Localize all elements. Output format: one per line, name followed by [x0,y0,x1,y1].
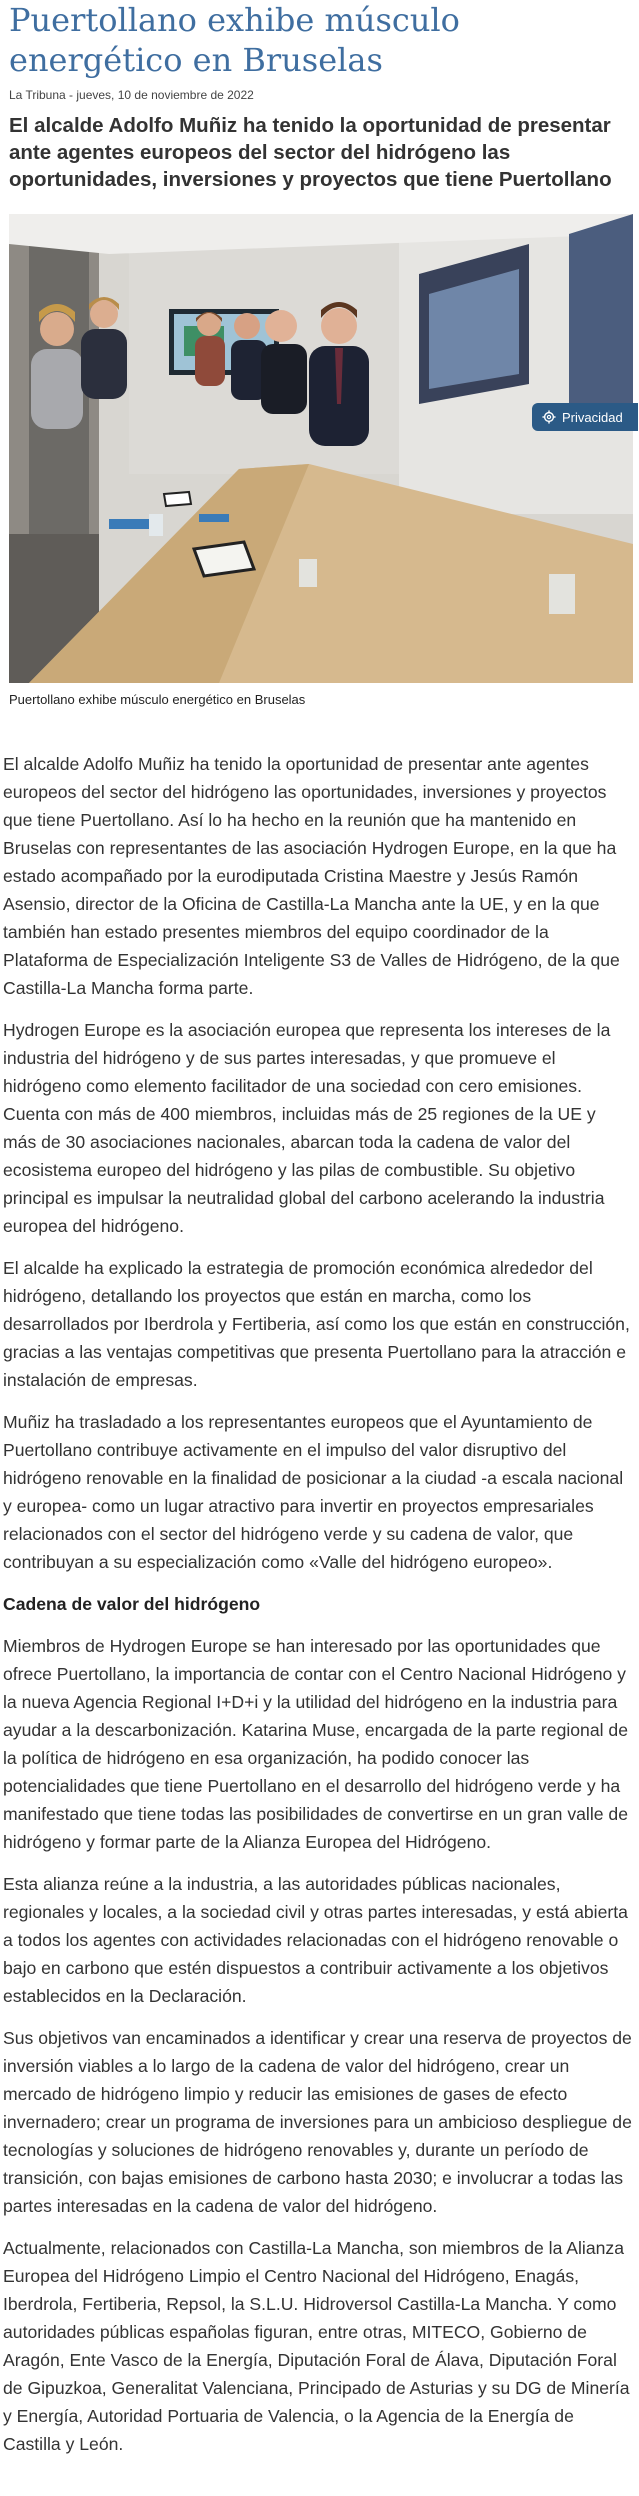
body-paragraph: Sus objetivos van encaminados a identificar y crear una reserva de proyectos de inversión viables a lo largo de la cadena de valor del hidrógeno, crear un mercado de hidrógeno limpio y reducir las emisiones de gases de efecto invernadero; crear un programa de inversiones para un ambicioso despliegue de tecnologías y soluciones de hidrógeno renovables y, durante un período de transición, con bajas emisiones de carbono hasta 2030; e involucrar a todas las partes interesadas en la cadena de valor del hidrógeno. [3,2028,632,2216]
gear-icon [542,410,556,424]
privacy-button[interactable] [532,403,638,431]
article-title: Puertollano exhibe músculo energético en Bruselas [9,1,460,79]
privacy-label: Privacidad [562,409,623,425]
article-photo [9,214,633,683]
body-paragraph: Hydrogen Europe es la asociación europea que representa los intereses de la industria del hidrógeno y de sus partes interesadas, y que promueve el hidrógeno como elemento facilitador de una sociedad con cero emisiones. Cuenta con más de 400 miembros, incluidas más de 25 regiones de la UE y más de 30 asociaciones nacionales, abarcan toda la cadena de valor del ecosistema europeo del hidrógeno y las pilas de combustible. Su objetivo principal es impulsar la neutralidad global del carbono acelerando la industria europea del hidrógeno. [3,1020,611,1236]
body-paragraph: Muñiz ha trasladado a los representantes europeos que el Ayuntamiento de Puertollano contribuye activamente en el impulso del valor disruptivo del hidrógeno renovable en la finalidad de posicionar a la ciudad -a escala nacional y europea- como un lugar atractivo para invertir en proyectos empresariales relacionados con el sector del hidrógeno verde y su cadena de valor, que contribuyan a su especialización como «Valle del hidrógeno europeo». [3,1412,624,1572]
body-paragraph: El alcalde ha explicado la estrategia de promoción económica alrededor del hidrógeno, detallando los proyectos que están en marcha, como los desarrollados por Iberdrola y Fertiberia, así como los que están en construcción, gracias a las ventajas competitivas que presenta Puertollano para la atracción e instalación de empresas. [3,1258,630,1390]
image-caption: Puertollano exhibe músculo energético en Bruselas [9,692,306,707]
article-body [3,750,633,2472]
body-paragraph: Esta alianza reúne a la industria, a las autoridades públicas nacionales, regionales y locales, a la sociedad civil y otras partes interesadas, y está abierta a todos los agentes con actividades relacionadas con el hidrógeno renovable o bajo en carbono que estén dispuestos a contribuir activamente a los objetivos establecidos en la Declaración. [3,1874,628,2006]
body-paragraph: Actualmente, relacionados con Castilla-La Mancha, son miembros de la Alianza Europea del Hidrógeno Limpio el Centro Nacional del Hidrógeno, Enagás, Iberdrola, Fertiberia, Repsol, la S.L.U. Hidroversol Castilla-La Mancha. Y como autoridades públicas españolas figuran, entre otras, MITECO, Gobierno de Aragón, Ente Vasco de la Energía, Diputación Foral de Álava, Diputación Foral de Gipuzkoa, Generalitat Valenciana, Principado de Asturias y su DG de Minería y Energía, Autoridad Portuaria de Valencia, o la Agencia de la Energía de Castilla y León. [3,2238,630,2454]
section-subheading: Cadena de valor del hidrógeno [3,1594,261,1614]
body-paragraph: Miembros de Hydrogen Europe se han interesado por las oportunidades que ofrece Puertollano, la importancia de contar con el Centro Nacional Hidrógeno y la nueva Agencia Regional I+D+i y la utilidad del hidrógeno en la industria para ayudar a la descarbonización. Katarina Muse, encargada de la parte regional de la política de hidrógeno en esa organización, ha podido conocer las potencialidades que tiene Puertollano en el desarrollo del hidrógeno verde y ha manifestado que tiene todas las posibilidades de convertirse en un gran valle de hidrógeno y formar parte de la Alianza Europea del Hidrógeno. [3,1636,628,1852]
article-lead: El alcalde Adolfo Muñiz ha tenido la oportunidad de presentar ante agentes europeos del sector del hidrógeno las oportunidades, inversiones y proyectos que tiene Puertollano [9,114,612,191]
meeting-room-photo [9,214,633,683]
article-meta: La Tribuna - jueves, 10 de noviembre de 2022 [9,88,254,102]
body-paragraph: El alcalde Adolfo Muñiz ha tenido la oportunidad de presentar ante agentes europeos del sector del hidrógeno las oportunidades, inversiones y proyectos que tiene Puertollano. Así lo ha hecho en la reunión que ha mantenido en Bruselas con representantes de las asociación Hydrogen Europe, en la que ha estado acompañado por la eurodiputada Cristina Maestre y Jesús Ramón Asensio, director de la Oficina de Castilla-La Mancha ante la UE, y en la que también han estado presentes miembros del equipo coordinador de la Plataforma de Especialización Inteligente S3 de Valles de Hidrógeno, de la que Castilla-La Mancha forma parte. [3,754,620,998]
